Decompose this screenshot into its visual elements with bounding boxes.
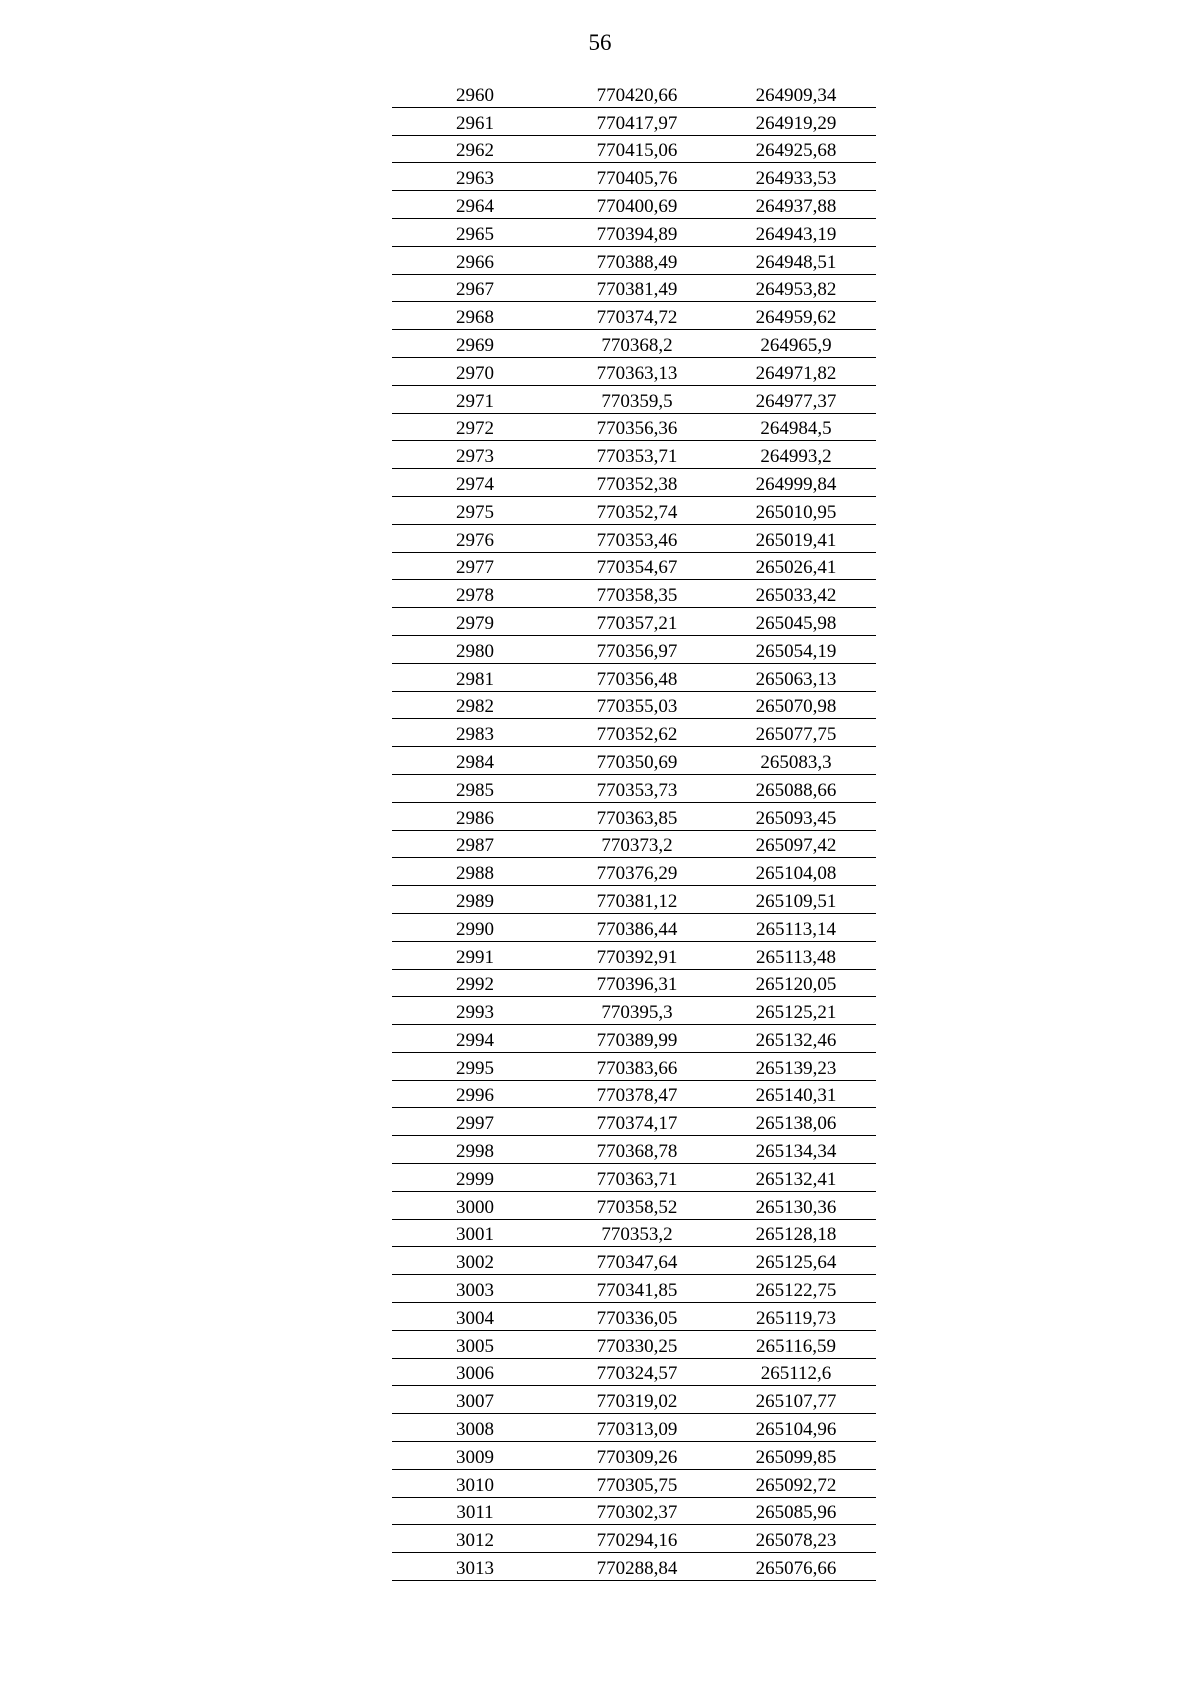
x-coordinate-cell: 770352,74 [558,496,716,524]
x-coordinate-cell: 770358,52 [558,1191,716,1219]
x-coordinate-cell: 770400,69 [558,191,716,219]
y-coordinate-cell: 265054,19 [716,635,876,663]
table-row [392,1219,876,1247]
point-number-cell: 2984 [392,747,558,775]
point-number-cell: 2974 [392,469,558,497]
x-coordinate-cell: 770341,85 [558,1275,716,1303]
x-coordinate-cell: 770378,47 [558,1080,716,1108]
point-number-cell: 3001 [392,1219,558,1247]
point-number-cell: 2977 [392,552,558,580]
x-coordinate-cell: 770352,62 [558,719,716,747]
x-coordinate-cell: 770355,03 [558,691,716,719]
table-row [392,1025,876,1053]
point-number-cell: 3011 [392,1497,558,1525]
point-number-cell: 2997 [392,1108,558,1136]
point-number-cell: 3006 [392,1358,558,1386]
x-coordinate-cell: 770294,16 [558,1525,716,1553]
y-coordinate-cell: 265119,73 [716,1303,876,1331]
x-coordinate-cell: 770319,02 [558,1386,716,1414]
table-row [392,357,876,385]
point-number-cell: 3003 [392,1275,558,1303]
y-coordinate-cell: 265070,98 [716,691,876,719]
x-coordinate-cell: 770350,69 [558,747,716,775]
x-coordinate-cell: 770288,84 [558,1553,716,1581]
x-coordinate-cell: 770389,99 [558,1025,716,1053]
table-row [392,1052,876,1080]
table-row [392,1080,876,1108]
table-row [392,580,876,608]
y-coordinate-cell: 265026,41 [716,552,876,580]
point-number-cell: 2970 [392,357,558,385]
x-coordinate-cell: 770357,21 [558,608,716,636]
y-coordinate-cell: 265092,72 [716,1469,876,1497]
point-number-cell: 2960 [392,80,558,107]
y-coordinate-cell: 264919,29 [716,107,876,135]
table-row [392,1303,876,1331]
table-row [392,163,876,191]
table-row [392,635,876,663]
x-coordinate-cell: 770373,2 [558,830,716,858]
table-row [392,691,876,719]
y-coordinate-cell: 264909,34 [716,80,876,107]
x-coordinate-cell: 770354,67 [558,552,716,580]
point-number-cell: 2971 [392,385,558,413]
point-number-cell: 2991 [392,941,558,969]
x-coordinate-cell: 770353,71 [558,441,716,469]
y-coordinate-cell: 265078,23 [716,1525,876,1553]
point-number-cell: 2994 [392,1025,558,1053]
point-number-cell: 3013 [392,1553,558,1581]
point-number-cell: 3007 [392,1386,558,1414]
x-coordinate-cell: 770394,89 [558,218,716,246]
table-row [392,441,876,469]
x-coordinate-cell: 770363,13 [558,357,716,385]
table-row [392,1108,876,1136]
y-coordinate-cell: 265104,08 [716,858,876,886]
y-coordinate-cell: 265128,18 [716,1219,876,1247]
x-coordinate-cell: 770395,3 [558,997,716,1025]
y-coordinate-cell: 264984,5 [716,413,876,441]
y-coordinate-cell: 265088,66 [716,774,876,802]
y-coordinate-cell: 265120,05 [716,969,876,997]
point-number-cell: 2976 [392,524,558,552]
x-coordinate-cell: 770356,36 [558,413,716,441]
point-number-cell: 2986 [392,802,558,830]
table-row [392,246,876,274]
table-row [392,1164,876,1192]
y-coordinate-cell: 264953,82 [716,274,876,302]
point-number-cell: 2998 [392,1136,558,1164]
point-number-cell: 2964 [392,191,558,219]
x-coordinate-cell: 770368,2 [558,330,716,358]
x-coordinate-cell: 770358,35 [558,580,716,608]
table-row [392,747,876,775]
y-coordinate-cell: 264925,68 [716,135,876,163]
x-coordinate-cell: 770359,5 [558,385,716,413]
x-coordinate-cell: 770363,71 [558,1164,716,1192]
point-number-cell: 3002 [392,1247,558,1275]
x-coordinate-cell: 770305,75 [558,1469,716,1497]
table-row [392,941,876,969]
point-number-cell: 2967 [392,274,558,302]
y-coordinate-cell: 265077,75 [716,719,876,747]
x-coordinate-cell: 770336,05 [558,1303,716,1331]
table-row [392,552,876,580]
y-coordinate-cell: 265093,45 [716,802,876,830]
table-row [392,302,876,330]
table-row [392,80,876,107]
point-number-cell: 3009 [392,1442,558,1470]
y-coordinate-cell: 265112,6 [716,1358,876,1386]
table-row [392,385,876,413]
x-coordinate-cell: 770415,06 [558,135,716,163]
table-row [392,1442,876,1470]
page-number: 56 [588,30,612,55]
table-row [392,1330,876,1358]
y-coordinate-cell: 265076,66 [716,1553,876,1581]
point-number-cell: 2969 [392,330,558,358]
table-row [392,886,876,914]
point-number-cell: 2981 [392,663,558,691]
table-row [392,191,876,219]
point-number-cell: 2972 [392,413,558,441]
point-number-cell: 2995 [392,1052,558,1080]
x-coordinate-cell: 770417,97 [558,107,716,135]
table-row [392,774,876,802]
x-coordinate-cell: 770347,64 [558,1247,716,1275]
y-coordinate-cell: 265045,98 [716,608,876,636]
table-row [392,1275,876,1303]
table-row [392,496,876,524]
y-coordinate-cell: 264999,84 [716,469,876,497]
table-row [392,719,876,747]
x-coordinate-cell: 770376,29 [558,858,716,886]
x-coordinate-cell: 770386,44 [558,913,716,941]
x-coordinate-cell: 770324,57 [558,1358,716,1386]
x-coordinate-cell: 770313,09 [558,1414,716,1442]
point-number-cell: 3005 [392,1330,558,1358]
y-coordinate-cell: 264943,19 [716,218,876,246]
y-coordinate-cell: 265125,21 [716,997,876,1025]
y-coordinate-cell: 265099,85 [716,1442,876,1470]
x-coordinate-cell: 770374,72 [558,302,716,330]
table-row [392,1469,876,1497]
x-coordinate-cell: 770356,97 [558,635,716,663]
table-row [392,858,876,886]
table-row [392,524,876,552]
coordinates-table-body [392,80,876,1581]
y-coordinate-cell: 265019,41 [716,524,876,552]
point-number-cell: 2999 [392,1164,558,1192]
table-row [392,913,876,941]
x-coordinate-cell: 770420,66 [558,80,716,107]
coordinates-table [392,80,876,1581]
y-coordinate-cell: 265033,42 [716,580,876,608]
x-coordinate-cell: 770353,46 [558,524,716,552]
table-row [392,330,876,358]
y-coordinate-cell: 265138,06 [716,1108,876,1136]
x-coordinate-cell: 770381,49 [558,274,716,302]
point-number-cell: 2975 [392,496,558,524]
point-number-cell: 3004 [392,1303,558,1331]
y-coordinate-cell: 265125,64 [716,1247,876,1275]
point-number-cell: 2987 [392,830,558,858]
table-row [392,663,876,691]
x-coordinate-cell: 770388,49 [558,246,716,274]
point-number-cell: 2979 [392,608,558,636]
y-coordinate-cell: 265104,96 [716,1414,876,1442]
y-coordinate-cell: 264937,88 [716,191,876,219]
table-row [392,469,876,497]
point-number-cell: 2982 [392,691,558,719]
table-row [392,1497,876,1525]
table-row [392,135,876,163]
point-number-cell: 2966 [392,246,558,274]
y-coordinate-cell: 265097,42 [716,830,876,858]
x-coordinate-cell: 770353,2 [558,1219,716,1247]
x-coordinate-cell: 770353,73 [558,774,716,802]
table-row [392,107,876,135]
y-coordinate-cell: 265116,59 [716,1330,876,1358]
y-coordinate-cell: 265113,14 [716,913,876,941]
table-row [392,1191,876,1219]
y-coordinate-cell: 264971,82 [716,357,876,385]
x-coordinate-cell: 770363,85 [558,802,716,830]
y-coordinate-cell: 264993,2 [716,441,876,469]
y-coordinate-cell: 265113,48 [716,941,876,969]
y-coordinate-cell: 265010,95 [716,496,876,524]
point-number-cell: 2983 [392,719,558,747]
point-number-cell: 2965 [392,218,558,246]
y-coordinate-cell: 265083,3 [716,747,876,775]
table-row [392,413,876,441]
y-coordinate-cell: 265063,13 [716,663,876,691]
table-row [392,1553,876,1581]
x-coordinate-cell: 770368,78 [558,1136,716,1164]
point-number-cell: 2978 [392,580,558,608]
table-row [392,1414,876,1442]
point-number-cell: 2968 [392,302,558,330]
x-coordinate-cell: 770392,91 [558,941,716,969]
x-coordinate-cell: 770396,31 [558,969,716,997]
point-number-cell: 2961 [392,107,558,135]
table-row [392,969,876,997]
table-row [392,1525,876,1553]
table-row [392,1358,876,1386]
x-coordinate-cell: 770330,25 [558,1330,716,1358]
table-row [392,830,876,858]
point-number-cell: 2989 [392,886,558,914]
y-coordinate-cell: 265109,51 [716,886,876,914]
point-number-cell: 3000 [392,1191,558,1219]
x-coordinate-cell: 770352,38 [558,469,716,497]
point-number-cell: 2973 [392,441,558,469]
point-number-cell: 2985 [392,774,558,802]
y-coordinate-cell: 265139,23 [716,1052,876,1080]
x-coordinate-cell: 770309,26 [558,1442,716,1470]
x-coordinate-cell: 770356,48 [558,663,716,691]
point-number-cell: 2992 [392,969,558,997]
y-coordinate-cell: 265140,31 [716,1080,876,1108]
x-coordinate-cell: 770381,12 [558,886,716,914]
table-row [392,1136,876,1164]
x-coordinate-cell: 770302,37 [558,1497,716,1525]
point-number-cell: 2988 [392,858,558,886]
point-number-cell: 3008 [392,1414,558,1442]
point-number-cell: 3010 [392,1469,558,1497]
point-number-cell: 2963 [392,163,558,191]
y-coordinate-cell: 265134,34 [716,1136,876,1164]
point-number-cell: 2962 [392,135,558,163]
y-coordinate-cell: 264977,37 [716,385,876,413]
point-number-cell: 2993 [392,997,558,1025]
y-coordinate-cell: 265122,75 [716,1275,876,1303]
y-coordinate-cell: 265107,77 [716,1386,876,1414]
table-row [392,1386,876,1414]
point-number-cell: 3012 [392,1525,558,1553]
y-coordinate-cell: 264959,62 [716,302,876,330]
y-coordinate-cell: 265085,96 [716,1497,876,1525]
table-row [392,1247,876,1275]
y-coordinate-cell: 264948,51 [716,246,876,274]
point-number-cell: 2980 [392,635,558,663]
table-row [392,608,876,636]
table-row [392,218,876,246]
y-coordinate-cell: 264965,9 [716,330,876,358]
point-number-cell: 2996 [392,1080,558,1108]
x-coordinate-cell: 770374,17 [558,1108,716,1136]
table-row [392,274,876,302]
point-number-cell: 2990 [392,913,558,941]
y-coordinate-cell: 265132,41 [716,1164,876,1192]
table-row [392,802,876,830]
x-coordinate-cell: 770405,76 [558,163,716,191]
y-coordinate-cell: 265132,46 [716,1025,876,1053]
table-row [392,997,876,1025]
y-coordinate-cell: 264933,53 [716,163,876,191]
x-coordinate-cell: 770383,66 [558,1052,716,1080]
y-coordinate-cell: 265130,36 [716,1191,876,1219]
